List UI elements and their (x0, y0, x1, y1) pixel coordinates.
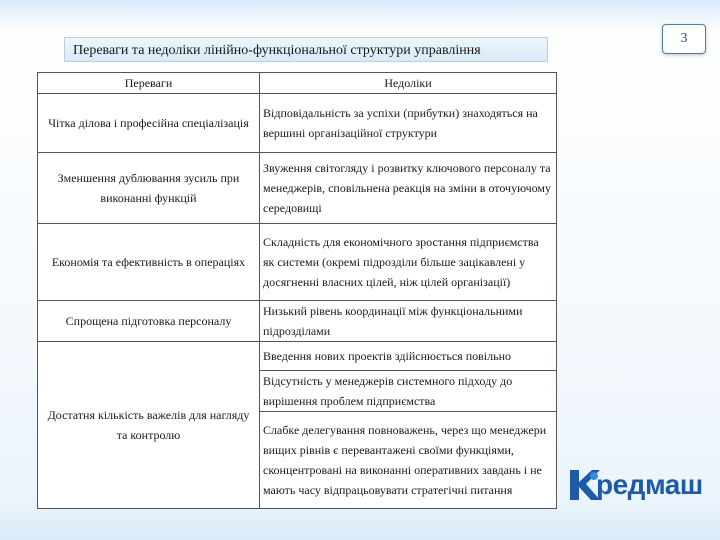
table-header-row (38, 73, 557, 94)
advantage-cell: Спрощена підготовка персоналу (38, 301, 260, 342)
disadvantage-cell: Слабке делегування повноважень, через що менеджери вищих рівнів є перевантажені своїми функціями, сконцентровані на виконанні оперативних завдань і не мають часу відпрацьовувати стратегічні питання (260, 412, 557, 509)
comparison-table (37, 72, 557, 509)
slide-title: Переваги та недоліки лінійно-функціональної структури управління (64, 37, 548, 62)
header-advantages: Переваги (38, 73, 260, 94)
disadvantage-cell: Відповідальність за успіхи (прибутки) знаходяться на вершині організаційної структури (260, 94, 557, 153)
advantage-cell: Зменшення дублювання зусиль при виконанні функцій (38, 153, 260, 224)
advantage-cell: Чітка ділова і професійна спеціалізація (38, 94, 260, 153)
logo-text: редмаш (596, 469, 703, 500)
table-row (38, 224, 557, 301)
advantage-cell: Достатня кількість важелів для нагляду та контролю (38, 342, 260, 509)
table-row (38, 153, 557, 224)
top-decor-band (0, 0, 720, 30)
table-row (38, 94, 557, 153)
disadvantage-cell: Низький рівень координації між функціональними підрозділами (260, 301, 557, 342)
table-row (38, 342, 557, 371)
disadvantage-cell: Введення нових проектів здійснюється повільно (260, 342, 557, 371)
table-row (38, 301, 557, 342)
disadvantage-cell: Відсутність у менеджерів системного підходу до вирішення проблем підприємства (260, 371, 557, 412)
page-number: 3 (662, 24, 706, 54)
header-disadvantages: Недоліки (260, 73, 557, 94)
company-logo (566, 466, 706, 504)
disadvantage-cell: Складність для економічного зростання підприємства як системи (окремі підрозділи більше зацікавлені у досягненні власних цілей, ніж цілей організації) (260, 224, 557, 301)
advantage-cell: Економія та ефективність в операціях (38, 224, 260, 301)
disadvantage-cell: Звуження світогляду і розвитку ключового персоналу та менеджерів, сповільнена реакція на зміни в оточуючому середовищі (260, 153, 557, 224)
